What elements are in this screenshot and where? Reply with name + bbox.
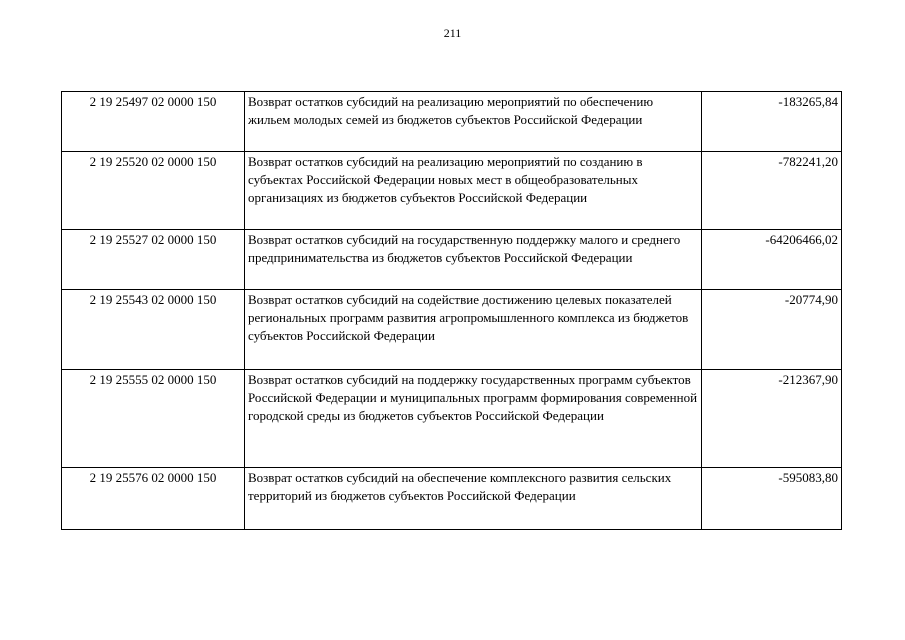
budget-code: 2 19 25527 02 0000 150 (62, 230, 245, 290)
row-description: Возврат остатков субсидий на содействие достижению целевых показателей региональных программ развития агропромышленного комплекса из бюджетов субъектов Российской Федерации (245, 290, 702, 370)
row-description: Возврат остатков субсидий на обеспечение комплексного развития сельских территорий из бюджетов субъектов Российской Федерации (245, 468, 702, 530)
row-amount: -595083,80 (702, 468, 842, 530)
budget-code: 2 19 25543 02 0000 150 (62, 290, 245, 370)
row-amount: -20774,90 (702, 290, 842, 370)
row-amount: -183265,84 (702, 92, 842, 152)
table-row (62, 152, 842, 230)
row-description: Возврат остатков субсидий на поддержку государственных программ субъектов Российской Федерации и муниципальных программ формирования современной городской среды из бюджетов субъектов Российской Федерации (245, 370, 702, 468)
budget-code: 2 19 25576 02 0000 150 (62, 468, 245, 530)
row-amount: -64206466,02 (702, 230, 842, 290)
table-row (62, 230, 842, 290)
budget-code: 2 19 25497 02 0000 150 (62, 92, 245, 152)
row-description: Возврат остатков субсидий на государственную поддержку малого и среднего предпринимательства из бюджетов субъектов Российской Федерации (245, 230, 702, 290)
table-row (62, 370, 842, 468)
table-row (62, 92, 842, 152)
table-row (62, 290, 842, 370)
budget-code: 2 19 25520 02 0000 150 (62, 152, 245, 230)
row-description: Возврат остатков субсидий на реализацию мероприятий по созданию в субъектах Российской Федерации новых мест в общеобразовательных организациях из бюджетов субъектов Российской Федерации (245, 152, 702, 230)
budget-code: 2 19 25555 02 0000 150 (62, 370, 245, 468)
row-amount: -782241,20 (702, 152, 842, 230)
table-row (62, 468, 842, 530)
row-description: Возврат остатков субсидий на реализацию мероприятий по обеспечению жильем молодых семей из бюджетов субъектов Российской Федерации (245, 92, 702, 152)
page-number: 211 (443, 26, 462, 40)
row-amount: -212367,90 (702, 370, 842, 468)
budget-table (61, 91, 842, 530)
